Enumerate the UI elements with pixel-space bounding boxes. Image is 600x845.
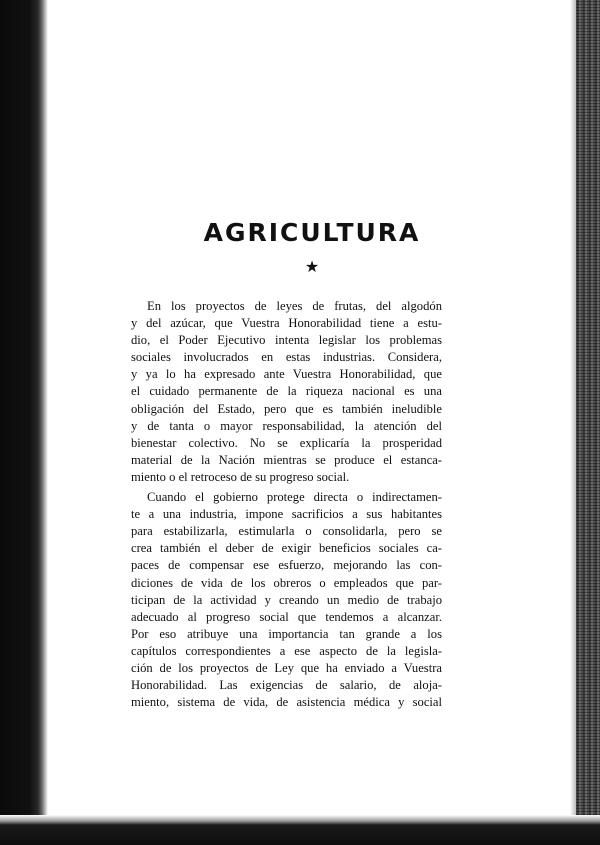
text-line: ticipan de la actividad y creando un medio de trabajo bbox=[131, 592, 442, 607]
text-line: material de la Nación mientras se produce el estanca- bbox=[131, 452, 442, 467]
text-line: y ya lo ha expresado ante Vuestra Honorabilidad, que bbox=[131, 367, 442, 382]
text-line: paces de compensar ese esfuerzo, mejorando las con- bbox=[131, 558, 442, 573]
text-line: Cuando el gobierno protege directa o indirectamen- bbox=[147, 490, 442, 505]
text-line: para estabilizarla, estimularla o consolidarla, pero se bbox=[131, 524, 442, 539]
text-line: bienestar colectivo. No se explicaría la prosperidad bbox=[131, 435, 442, 450]
text-line: miento o el retroceso de su progreso social. bbox=[131, 469, 350, 484]
text-line: adecuado al progreso social que tendemos a alcanzar. bbox=[131, 609, 442, 624]
scan-left-edge bbox=[0, 0, 48, 845]
text-line: obligación del Estado, pero que es también ineludible bbox=[131, 401, 442, 416]
scan-bottom-edge bbox=[0, 815, 600, 845]
text-line: Por eso atribuye una importancia tan grande a los bbox=[131, 626, 442, 641]
text-line: ción de los proyectos de Ley que ha enviado a Vuestra bbox=[131, 660, 442, 675]
text-line: crea también el deber de exigir beneficios sociales ca- bbox=[131, 541, 442, 556]
text-line: y del azúcar, que Vuestra Honorabilidad tiene a estu- bbox=[131, 316, 442, 331]
scan-right-edge bbox=[576, 0, 600, 845]
text-line: te a una industria, impone sacrificios a sus habitantes bbox=[131, 507, 442, 522]
star-ornament-icon: ★ bbox=[304, 259, 320, 276]
text-line: Honorabilidad. Las exigencias de salario, de aloja- bbox=[131, 678, 442, 693]
text-line: miento, sistema de vida, de asistencia médica y social bbox=[131, 695, 442, 710]
text-line: dio, el Poder Ejecutivo intenta legislar los problemas bbox=[131, 333, 442, 348]
text-line: diciones de vida de los obreros o empleados que par- bbox=[131, 575, 442, 590]
text-line: En los proyectos de leyes de frutas, del algodón bbox=[147, 299, 442, 313]
page-title: AGRICULTURA bbox=[203, 218, 421, 247]
text-line: capítulos correspondientes a ese aspecto de la legisla- bbox=[131, 643, 442, 658]
paragraph bbox=[131, 489, 442, 711]
text-line: y de tanta o mayor responsabilidad, la atención del bbox=[131, 418, 442, 433]
body-text bbox=[131, 298, 442, 711]
paragraph bbox=[131, 298, 442, 486]
text-line: el cuidado permanente de la riqueza nacional es una bbox=[131, 384, 442, 399]
text-line: sociales involucrados en estas industrias. Considera, bbox=[131, 350, 442, 365]
